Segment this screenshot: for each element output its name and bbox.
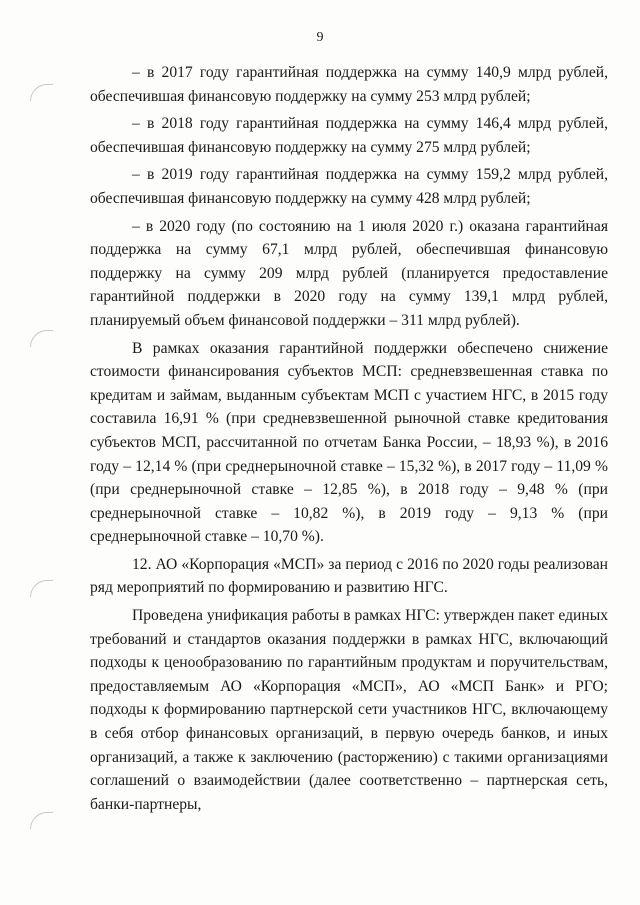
paragraph-unification: Проведена унификация работы в рамках НГС: утвержден пакет единых требований и стандартов оказания поддержки в рамках НГС, включающий подходы к ценообразованию по гарантийным продуктам и поручительствам, предоставляемым АО «Корпорация «МСП», АО «МСП Банк» и РГО; подходы к формированию партнерской сети участников НГС, включающему в себя отбор финансовых организаций, в первую очередь банков, и иных организаций, а также к заключению (расторжению) с такими организациями соглашений о взаимодействии (далее соответственно – партнерская сеть, банки-партнеры, [90,607,608,813]
paragraph-2017: – в 2017 году гарантийная поддержка на сумму 140,9 млрд рублей, обеспечившая финансовую поддержку на сумму 253 млрд рублей; [90,64,608,105]
page-number: 9 [316,30,324,45]
binding-hole-mark [30,812,53,829]
binding-hole-mark [30,580,53,597]
paragraph-2018: – в 2018 году гарантийная поддержка на сумму 146,4 млрд рублей, обеспечившая финансовую поддержку на сумму 275 млрд рублей; [90,115,608,156]
binding-hole-mark [30,330,53,347]
paragraph-2019: – в 2019 году гарантийная поддержка на сумму 159,2 млрд рублей, обеспечившая финансовую поддержку на сумму 428 млрд рублей; [90,166,608,207]
paragraph-rates: В рамках оказания гарантийной поддержки обеспечено снижение стоимости финансирования субъектов МСП: средневзвешенная ставка по кредитам и займам, выданным субъектам МСП с участием НГС, в 2015 году составила 16,91 % (при средневзвешенной рыночной ставке кредитования субъектов МСП, рассчитанной по отчетам Банка России, – 18,93 %), в 2016 году – 12,14 % (при среднерыночной ставке – 15,32 %), в 2017 году – 11,09 % (при среднерыночной ставке – 12,85 %), в 2018 году – 9,48 % (при среднерыночной ставке – 10,82 %), в 2019 году – 9,13 % (при среднерыночной ставке – 10,70 %). [90,339,608,546]
paragraph-2020: – в 2020 году (по состоянию на 1 июля 2020 г.) оказана гарантийная поддержка на сумму 67,1 млрд рублей, обеспечившая финансовую поддержку на сумму 209 млрд рублей (планируется предоставление гарантийной поддержки в 2020 году на сумму 139,1 млрд рублей, планируемый объем финансовой поддержки – 311 млрд рублей). [90,217,608,329]
binding-hole-mark [30,84,53,101]
document-body [90,61,608,816]
paragraph-item-12: 12. АО «Корпорация «МСП» за период с 2016 по 2020 годы реализован ряд мероприятий по формированию и развитию НГС. [90,555,608,597]
